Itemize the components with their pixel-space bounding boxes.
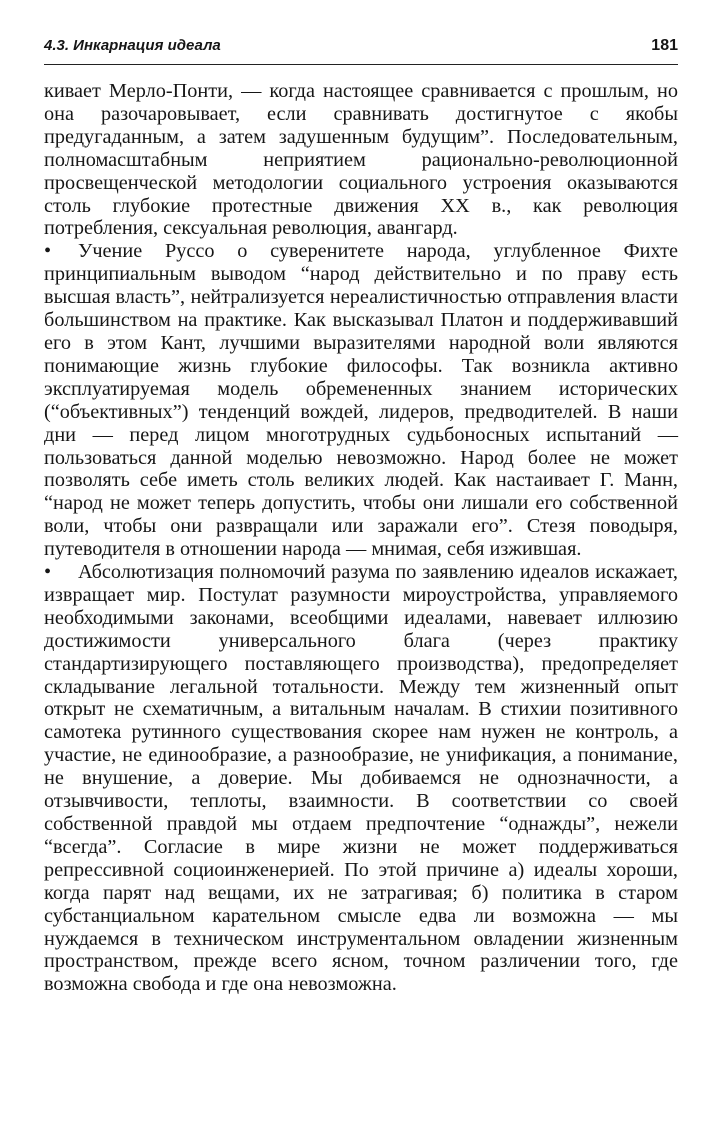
page-header (44, 34, 678, 65)
page-number: 181 (651, 37, 678, 54)
bullet-marker: • (44, 240, 52, 263)
bullet-paragraph-rousseau (44, 240, 678, 561)
paragraph-text: кивает Мерло-Понти, — когда настоящее сравнивается с прошлым, но она разочаровывает, если сравнивать достигнутое с якобы предугаданным, а затем задушенным будущим”. Последовательным, полномасштабным неприятием рационально-революционной просвещенческой методологии социального устроения оказываются столь глубокие протестные движения XX в., как революция потребления, сексуальная революция, авангард. (44, 80, 678, 240)
bullet-marker: • (44, 561, 52, 584)
paragraph-text: Учение Руссо о суверенитете народа, углубленное Фихте принципиальным выводом “народ действительно и по праву есть высшая власть”, нейтрализуется нереалистичностью отправления власти большинством на практике. Как высказывал Платон и поддерживавший его в этом Кант, лучшими выразителями народной воли являются понимающие жизнь глубокие философы. Так возникла активно эксплуатируемая модель обремененных знанием исторических (“объективных”) тенденций вождей, лидеров, предводителей. В наши дни — перед лицом многотрудных судьбоносных испытаний — пользоваться данной моделью невозможно. Народ более не может позволять себе иметь столь великих людей. Как настаивает Г. Манн, “народ не может теперь допустить, чтобы они лишали его собственной воли, чтобы они развращали или заражали его”. Стезя поводыря, путеводителя в отношении народа — мнимая, себя изжившая. (44, 240, 678, 561)
running-head: 4.3. Инкарнация идеала (44, 37, 221, 54)
bullet-paragraph-reason (44, 561, 678, 996)
paragraph-continuation (44, 80, 678, 240)
body-text (44, 80, 678, 996)
paragraph-text: Абсолютизация полномочий разума по заявлению идеалов искажает, извращает мир. Постулат разумности мироустройства, управляемого необходимыми законами, всеобщими идеалами, навевает иллюзию достижимости универсального блага (через практику стандартизирующего поставляющего производства), предопределяет складывание легальной тотальности. Между тем жизненный опыт открыт не схематичным, а витальным началам. В стихии позитивного самотека рутинного существования скорее нам нужен не контроль, а участие, не единообразие, а разнообразие, не унификация, а понимание, не внушение, а доверие. Мы добиваемся не однозначности, а отзывчивости, теплоты, взаимности. В соответствии со своей собственной правдой мы отдаем предпочтение “однажды”, нежели “всегда”. Согласие в мире жизни не может поддерживаться репрессивной социоинженерией. По этой причине а) идеалы хороши, когда парят над вещами, их не затрагивая; б) политика в старом субстанциальном карательном смысле едва ли возможна — мы нуждаемся в техническом инструментальном овладении жизненным пространством, прежде всего ясном, точном различении того, где возможна свобода и где она невозможна. (44, 561, 678, 996)
